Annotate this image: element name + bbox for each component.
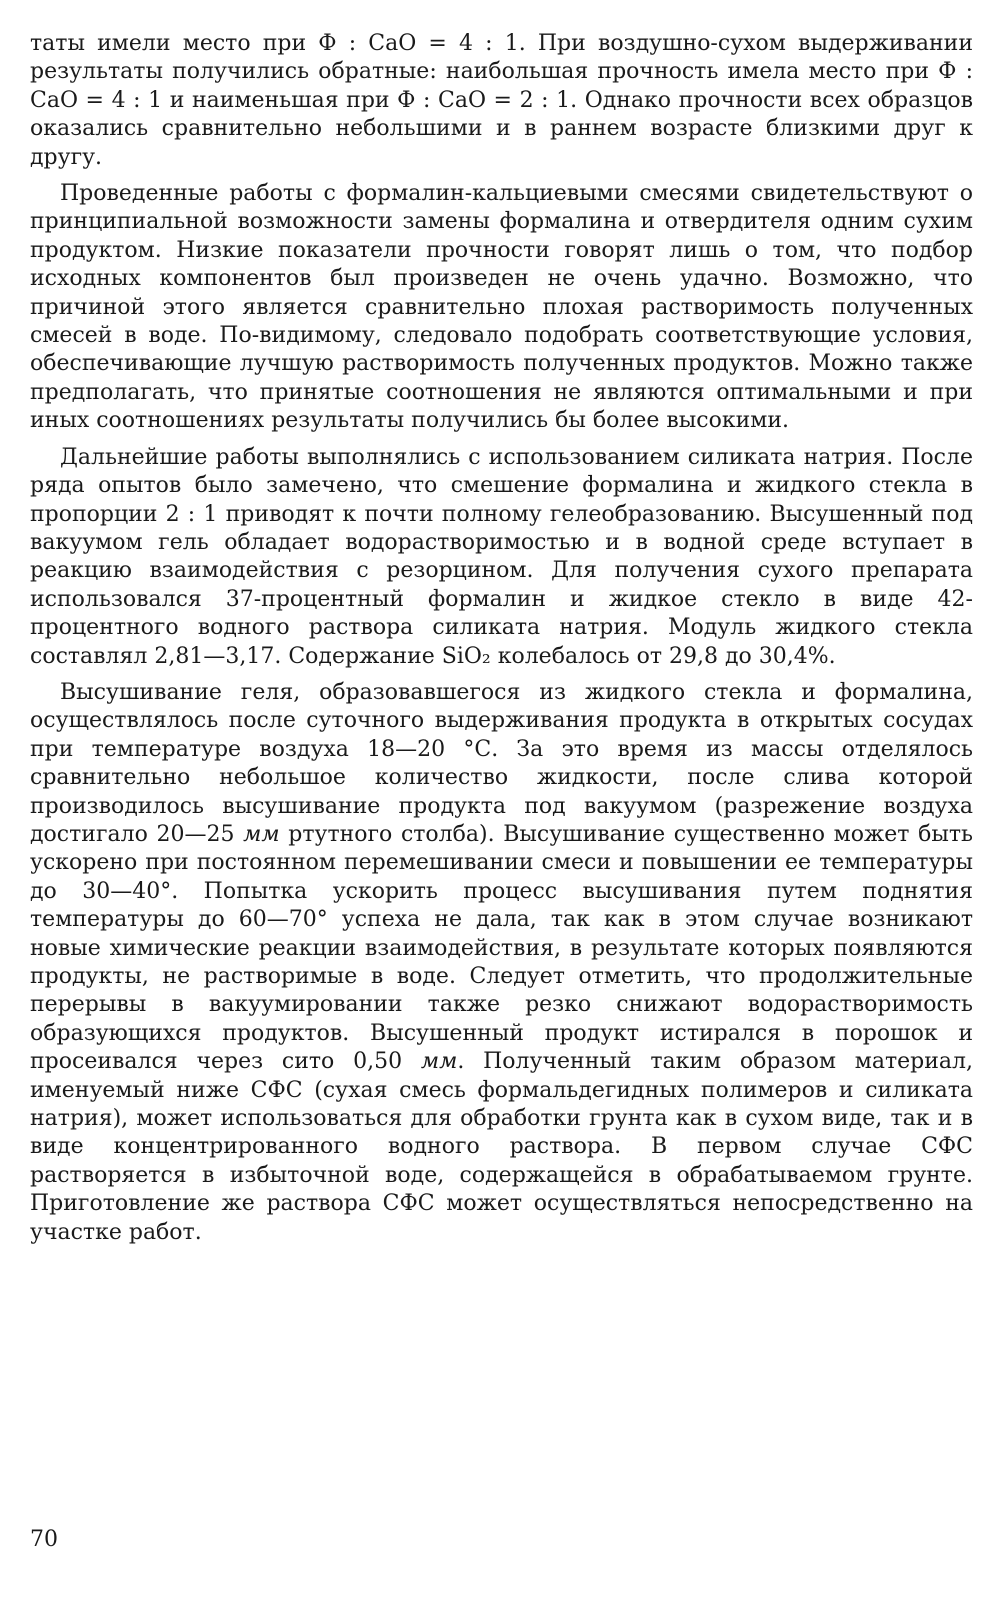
paragraph-4-text-c: . Полученный таким образом материал, именуемый ниже СФС (сухая смесь формальдегидных полимеров и силиката натрия), может использоваться для обработки грунта как в сухом виде, так и в виде концентрированного водного раствора. В первом случае СФС растворяется в избыточной воде, содержащейся в обрабатываемом грунте. Приготовление же раствора СФС может осуществляться непосредственно на участке работ. xyxy=(30,1049,973,1245)
unit-mm-1: мм xyxy=(243,821,280,847)
paragraph-3: Дальнейшие работы выполнялись с использованием силиката натрия. После ряда опытов было замечено, что смешение формалина и жидкого стекла в пропорции 2 : 1 приводят к почти полному гелеобразованию. Высушенный под вакуумом гель обладает водорастворимостью и в водной среде вступает в реакцию взаимодействия с резорцином. Для получения сухого препарата использовался 37-процентный формалин и жидкое стекло в виде 42-процентного водного раствора силиката натрия. Модуль жидкого стекла составлял 2,81—3,17. Содержание SiO₂ колебалось от 29,8 до 30,4%. xyxy=(30,444,973,669)
unit-mm-2: мм xyxy=(420,1049,458,1075)
paragraph-2: Проведенные работы с формалин-кальциевыми смесями свидетельствуют о принципиальной возможности замены формалина и отвердителя одним сухим продуктом. Низкие показатели прочности говорят лишь о том, что подбор исходных компонентов был произведен не очень удачно. Возможно, что причиной этого является сравнительно плохая растворимость полученных смесей в воде. По-видимому, следовало подобрать соответствующие условия, обеспечивающие лучшую растворимость полученных продуктов. Можно также предполагать, что принятые соотношения не являются оптимальными и при иных соотношениях результаты получились бы более высокими. xyxy=(30,181,973,434)
page-number: 70 xyxy=(30,1527,58,1552)
paragraph-4 xyxy=(30,679,973,1247)
page-body xyxy=(30,30,973,1255)
paragraph-1: таты имели место при Ф : CaO = 4 : 1. При воздушно-сухом выдерживании результаты получились обратные: наибольшая прочность имела место при Ф : CaO = 4 : 1 и наименьшая при Ф : CaO = 2 : 1. Однако прочности всех образцов оказались сравнительно небольшими и в раннем возрасте близкими друг к другу. xyxy=(30,31,973,170)
paragraph-4-text-b: ртутного столба). Высушивание существенно может быть ускорено при постоянном перемешивании смеси и повышении ее температуры до 30—40°. Попытка ускорить процесс высушивания путем поднятия температуры до 60—70° успеха не дала, так как в этом случае возникают новые химические реакции взаимодействия, в результате которых появляются продукты, не растворимые в воде. Следует отметить, что продолжительные перерывы в вакуумировании также резко снижают водорастворимость образующихся продуктов. Высушенный продукт истирался в порошок и просеивался через сито 0,50 xyxy=(30,821,973,1075)
paragraph-4-text-a: Высушивание геля, образовавшегося из жидкого стекла и формалина, осуществлялось после суточного выдерживания продукта в открытых сосудах при температуре воздуха 18—20 °С. За это время из массы отделялось сравнительно небольшое количество жидкости, после слива которой производилось высушивание продукта под вакуумом (разрежение воздуха достигало 20—25 xyxy=(30,679,973,847)
